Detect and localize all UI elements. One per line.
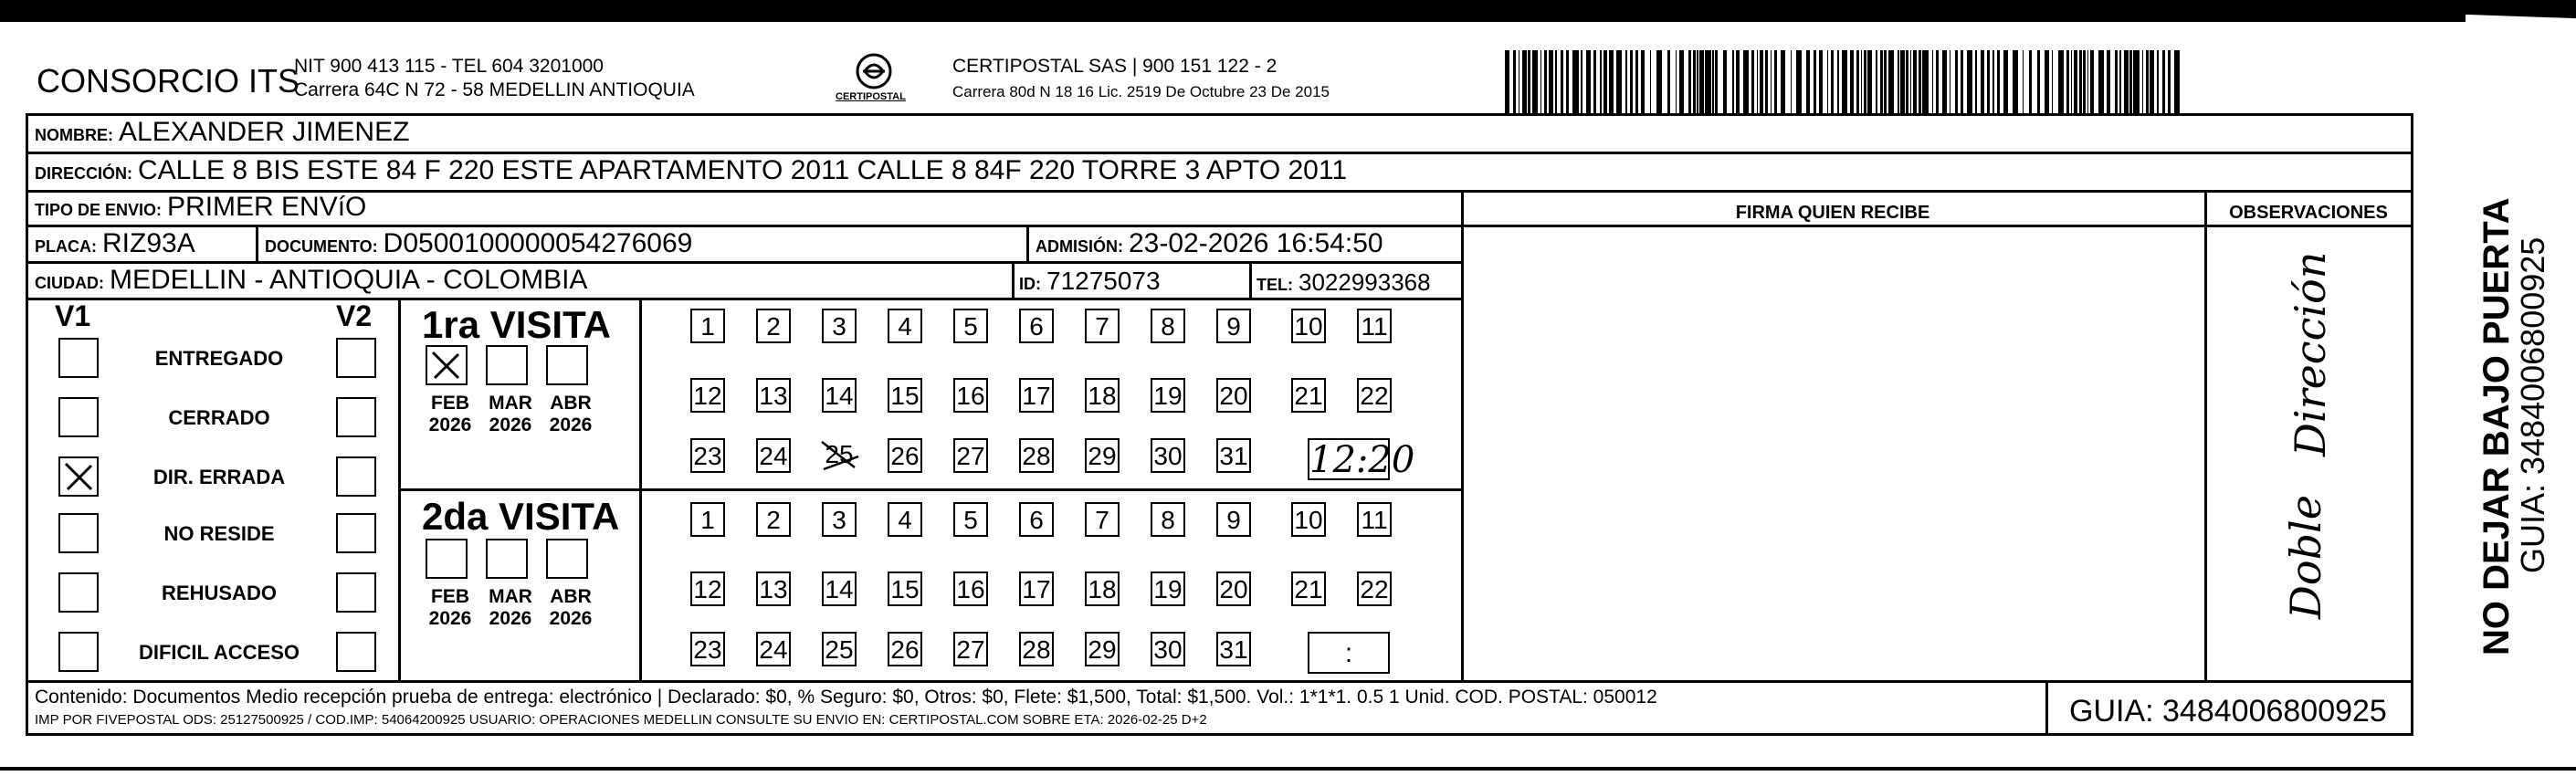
- company-line-1: NIT 900 413 115 - TEL 604 3201000: [294, 56, 604, 77]
- visit1-day-29[interactable]: 29: [1085, 438, 1120, 473]
- observation-note-doble: Doble: [2281, 495, 2330, 619]
- visit2-day-24[interactable]: 24: [756, 632, 791, 666]
- visit1-day-2[interactable]: 2: [756, 309, 791, 343]
- visit2-month-label: FEB: [431, 586, 469, 607]
- visit1-month-abr[interactable]: [546, 345, 588, 385]
- v1-checkbox[interactable]: [58, 632, 99, 672]
- visit1-day-23[interactable]: 23: [690, 438, 725, 473]
- visit1-day-24[interactable]: 24: [756, 438, 791, 473]
- visit2-day-15[interactable]: 15: [888, 572, 922, 606]
- visit1-month-label: FEB: [431, 393, 469, 414]
- visit1-day-20[interactable]: 20: [1216, 378, 1251, 413]
- admision-value: 23-02-2026 16:54:50: [1129, 228, 1383, 258]
- carrier-line-2: Carrera 80d N 18 16 Lic. 2519 De Octubre 23 De 2015: [952, 83, 1330, 100]
- v2-checkbox[interactable]: [336, 397, 376, 437]
- visit2-day-26[interactable]: 26: [888, 632, 922, 666]
- v2-header: V2: [336, 299, 373, 332]
- certipostal-logo-icon: [854, 51, 894, 91]
- tipo-envio-value: PRIMER ENVíO: [167, 192, 367, 222]
- v1-checkbox[interactable]: [58, 456, 99, 497]
- documento-label: DOCUMENTO:: [265, 237, 378, 256]
- visit1-day-17[interactable]: 17: [1019, 378, 1054, 413]
- visit1-day-9[interactable]: 9: [1216, 309, 1251, 343]
- footer-impresion: IMP POR FIVEPOSTAL ODS: 25127500925 / COD.IMP: 54064200925 USUARIO: OPERACIONES MEDELLIN CONSULTE SU ENVIO EN: CERTIPOSTAL.COM SOBRE ETA: 2026-02-25 D+2: [35, 712, 1207, 728]
- tel-value: 3022993368: [1299, 268, 1431, 296]
- visit2-day-10[interactable]: 10: [1291, 502, 1326, 537]
- visit1-day-21[interactable]: 21: [1291, 378, 1326, 413]
- visit1-day-11[interactable]: 11: [1357, 309, 1392, 343]
- visit2-month-label: MAR: [489, 586, 532, 607]
- ciudad-row: [35, 265, 587, 296]
- visit2-year-label: 2026: [489, 608, 532, 629]
- visit2-year-label: 2026: [428, 608, 472, 629]
- visit2-day-16[interactable]: 16: [953, 572, 988, 606]
- v2-checkbox[interactable]: [336, 513, 376, 553]
- visit1-day-27[interactable]: 27: [953, 438, 988, 473]
- visit2-day-9[interactable]: 9: [1216, 502, 1251, 537]
- tipo-envio-label: TIPO DE ENVIO:: [35, 201, 163, 219]
- visit2-month-mar[interactable]: [486, 539, 528, 579]
- carrier-line-1: CERTIPOSTAL SAS | 900 151 122 - 2: [952, 56, 1277, 77]
- visit1-day-30[interactable]: 30: [1151, 438, 1185, 473]
- visit1-day-16[interactable]: 16: [953, 378, 988, 413]
- documento-value: D0500100000054276069: [383, 228, 693, 258]
- visit1-day-13[interactable]: 13: [756, 378, 791, 413]
- visit2-day-4[interactable]: 4: [888, 502, 922, 537]
- status-label: NO RESIDE: [163, 522, 275, 545]
- visit1-title: 1ra VISITA: [422, 303, 611, 346]
- visit2-year-label: 2026: [549, 608, 593, 629]
- id-label: ID:: [1019, 275, 1041, 293]
- tipo-envio-row: [35, 192, 366, 223]
- visit2-day-5[interactable]: 5: [953, 502, 988, 537]
- visit1-day-12[interactable]: 12: [690, 378, 725, 413]
- visit1-day-19[interactable]: 19: [1151, 378, 1185, 413]
- nombre-label: NOMBRE:: [35, 126, 113, 144]
- placa-value: RIZ93A: [102, 228, 195, 258]
- admision-label: ADMISIÓN:: [1036, 237, 1123, 256]
- v1-checkbox[interactable]: [58, 338, 99, 378]
- v1-checkbox[interactable]: [58, 572, 99, 613]
- status-label: REHUSADO: [162, 582, 277, 604]
- visit1-day-5[interactable]: 5: [953, 309, 988, 343]
- visit1-month-mar[interactable]: [486, 345, 528, 385]
- nombre-value: ALEXANDER JIMENEZ: [119, 117, 410, 147]
- company-line-2: Carrera 64C N 72 - 58 MEDELLIN ANTIOQUIA: [294, 79, 695, 100]
- visit2-day-28[interactable]: 28: [1019, 632, 1054, 666]
- visit2-day-13[interactable]: 13: [756, 572, 791, 606]
- v1-header: V1: [55, 299, 91, 332]
- visit2-day-14[interactable]: 14: [822, 572, 857, 606]
- id-row: [1019, 267, 1161, 296]
- visit1-year-label: 2026: [428, 414, 472, 435]
- visit2-day-18[interactable]: 18: [1085, 572, 1120, 606]
- v1-checkbox[interactable]: [58, 397, 99, 437]
- visit1-day-15[interactable]: 15: [888, 378, 922, 413]
- visit2-month-label: ABR: [550, 586, 592, 607]
- visit1-day-18[interactable]: 18: [1085, 378, 1120, 413]
- visit2-month-feb[interactable]: [426, 539, 468, 579]
- visit2-day-11[interactable]: 11: [1357, 502, 1392, 537]
- visit2-day-2[interactable]: 2: [756, 502, 791, 537]
- visit1-time-field[interactable]: 12:20: [1309, 439, 1415, 481]
- logo-caption: CERTIPOSTAL: [836, 91, 906, 102]
- visit2-day-31[interactable]: 31: [1216, 632, 1251, 666]
- firma-label: FIRMA QUIEN RECIBE: [1735, 203, 1930, 223]
- visit2-day-17[interactable]: 17: [1019, 572, 1054, 606]
- visit1-day-4[interactable]: 4: [888, 309, 922, 343]
- observation-note-direccion: Dirección: [2286, 251, 2335, 456]
- v2-checkbox[interactable]: [336, 572, 376, 613]
- v2-checkbox[interactable]: [336, 632, 376, 672]
- documento-row: [265, 228, 692, 259]
- visit1-day-3[interactable]: 3: [822, 309, 857, 343]
- visit1-year-label: 2026: [489, 414, 532, 435]
- observaciones-label: OBSERVACIONES: [2229, 203, 2388, 223]
- visit2-day-30[interactable]: 30: [1151, 632, 1185, 666]
- visit2-title: 2da VISITA: [422, 495, 620, 538]
- visit2-day-3[interactable]: 3: [822, 502, 857, 537]
- side-guia: GUIA: 3484006800925: [2514, 236, 2551, 573]
- tel-row: [1256, 268, 1431, 297]
- visit2-time-field[interactable]: :: [1308, 632, 1390, 674]
- footer-guia: GUIA: 3484006800925: [2069, 694, 2387, 729]
- barcode: [1505, 50, 2182, 114]
- visit2-month-abr[interactable]: [546, 539, 588, 579]
- placa-label: PLACA:: [35, 237, 97, 256]
- status-label: DIFICIL ACCESO: [138, 641, 300, 664]
- visit2-day-25[interactable]: 25: [822, 632, 857, 666]
- visit2-day-7[interactable]: 7: [1085, 502, 1120, 537]
- visit2-day-19[interactable]: 19: [1151, 572, 1185, 606]
- visit2-day-29[interactable]: 29: [1085, 632, 1120, 666]
- visit1-day-28[interactable]: 28: [1019, 438, 1054, 473]
- direccion-label: DIRECCIÓN:: [35, 164, 132, 183]
- visit1-day-1[interactable]: 1: [690, 309, 725, 343]
- visit1-year-label: 2026: [549, 414, 593, 435]
- visit1-day-26[interactable]: 26: [888, 438, 922, 473]
- side-warning: NO DEJAR BAJO PUERTA: [2476, 197, 2517, 655]
- visit1-month-label: ABR: [550, 393, 592, 414]
- status-label: DIR. ERRADA: [152, 466, 286, 488]
- visit2-day-20[interactable]: 20: [1216, 572, 1251, 606]
- ciudad-value: MEDELLIN - ANTIOQUIA - COLOMBIA: [110, 265, 588, 295]
- visit1-day-6[interactable]: 6: [1019, 309, 1054, 343]
- scan-top-edge: [0, 0, 2576, 22]
- footer-contenido: Contenido: Documentos Medio recepción prueba de entrega: electrónico | Declarado: $0, % Seguro: $0, Otros: $0, Flete: $1,500, Total: $1,500. Vol.: 1*1*1. 0.5 1 Unid. COD. POSTAL: 050012: [35, 687, 1657, 708]
- id-value: 71275073: [1046, 267, 1161, 295]
- visit1-day-25[interactable]: 25: [822, 438, 857, 473]
- visit2-day-8[interactable]: 8: [1151, 502, 1185, 537]
- direccion-row: [35, 155, 1347, 186]
- status-label: CERRADO: [168, 406, 270, 429]
- v2-checkbox[interactable]: [336, 456, 376, 497]
- status-label: ENTREGADO: [154, 347, 284, 370]
- admision-row: [1036, 228, 1383, 259]
- visit2-day-22[interactable]: 22: [1357, 572, 1392, 606]
- visit2-day-27[interactable]: 27: [953, 632, 988, 666]
- visit1-month-label: MAR: [489, 393, 532, 414]
- placa-row: [35, 228, 195, 259]
- visit1-day-7[interactable]: 7: [1085, 309, 1120, 343]
- visit2-day-21[interactable]: 21: [1291, 572, 1326, 606]
- visit1-day-22[interactable]: 22: [1357, 378, 1392, 413]
- company-name: CONSORCIO ITS: [37, 62, 300, 100]
- visit1-month-feb[interactable]: [426, 345, 468, 385]
- tel-label: TEL:: [1256, 276, 1293, 294]
- visit1-day-10[interactable]: 10: [1291, 309, 1326, 343]
- visit1-day-31[interactable]: 31: [1216, 438, 1251, 473]
- visit2-day-12[interactable]: 12: [690, 572, 725, 606]
- visit1-day-8[interactable]: 8: [1151, 309, 1185, 343]
- v1-checkbox[interactable]: [58, 513, 99, 553]
- direccion-value: CALLE 8 BIS ESTE 84 F 220 ESTE APARTAMENTO 2011 CALLE 8 84F 220 TORRE 3 APTO 2011: [138, 155, 1347, 185]
- visit1-day-14[interactable]: 14: [822, 378, 857, 413]
- ciudad-label: CIUDAD:: [35, 274, 104, 292]
- visit2-day-1[interactable]: 1: [690, 502, 725, 537]
- nombre-row: [35, 117, 409, 148]
- visit2-day-6[interactable]: 6: [1019, 502, 1054, 537]
- visit2-day-23[interactable]: 23: [690, 632, 725, 666]
- v2-checkbox[interactable]: [336, 338, 376, 378]
